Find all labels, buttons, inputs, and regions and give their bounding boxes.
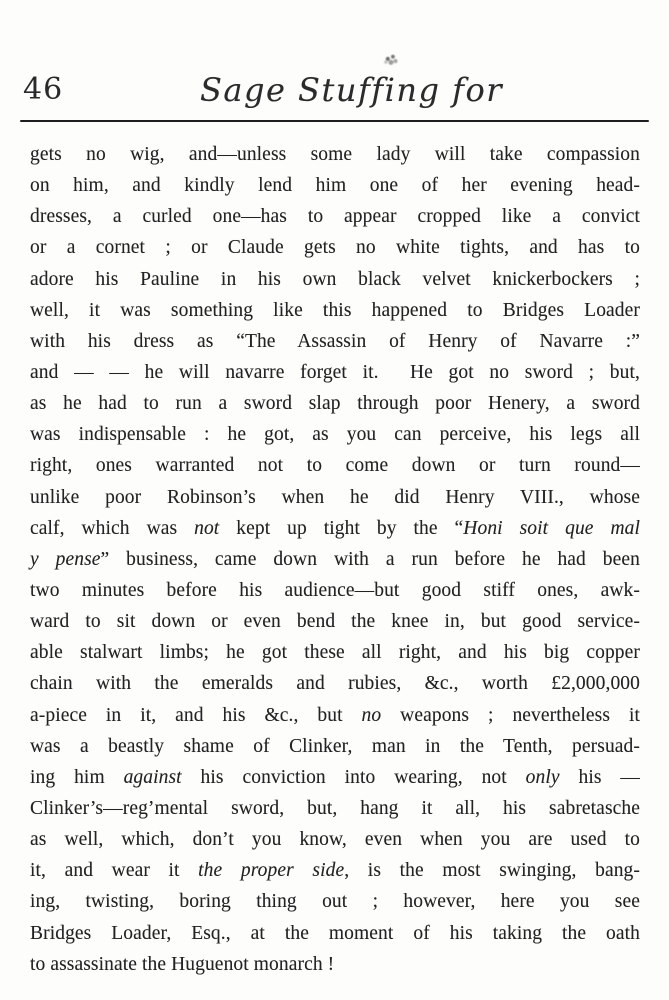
text-run: or a cornet ; or Claude gets no white tights, and has to — [30, 237, 640, 259]
text-line — [30, 513, 640, 544]
ink-smudge — [383, 53, 399, 66]
text-run: adore his Pauline in his own black velvet knickerbockers ; — [30, 268, 640, 290]
page-body-text — [30, 139, 640, 980]
italic-text-run: only — [525, 766, 560, 788]
text-line — [30, 357, 640, 388]
text-run: unlike poor Robinson’s when he did Henry VIII., whose — [30, 486, 640, 508]
header-rule — [20, 120, 649, 122]
text-line — [30, 762, 640, 793]
text-run: was indispensable : he got, as you can perceive, his legs all — [30, 424, 640, 446]
text-run: , is the most swinging, bang- — [344, 860, 640, 882]
text-line — [30, 606, 640, 637]
text-run: with his dress as “The Assassin of Henry of Navarre :” — [30, 330, 640, 352]
text-line — [30, 918, 640, 949]
text-line — [30, 450, 640, 481]
text-line — [30, 232, 640, 263]
text-line — [30, 326, 640, 357]
text-line — [30, 295, 640, 326]
text-run: right, ones warranted not to come down or turn round— — [30, 455, 640, 477]
text-run: as well, which, don’t you know, even when you are used to — [30, 829, 640, 851]
text-run: weapons ; nevertheless it — [381, 704, 640, 726]
text-line — [30, 793, 640, 824]
text-run: able stalwart limbs; he got these all right, and his big copper — [30, 642, 640, 664]
text-run: ward to sit down or even bend the knee in, but good service- — [30, 611, 640, 633]
italic-text-run: the proper side — [198, 860, 345, 882]
text-line — [30, 731, 640, 762]
text-run: a-piece in it, and his &c., but — [30, 704, 362, 726]
text-line — [30, 886, 640, 917]
text-line — [30, 949, 640, 980]
text-run: Bridges Loader, Esq., at the moment of his taking the oath — [30, 922, 640, 944]
text-run: kept up tight by the “ — [219, 517, 464, 539]
text-run: his — — [559, 766, 641, 788]
text-run: chain with the emeralds and rubies, &c., worth £2,000,000 — [30, 673, 640, 695]
text-line — [30, 637, 640, 668]
text-run: well, it was something like this happened to Bridges Loader — [30, 299, 640, 321]
text-line — [30, 388, 640, 419]
text-run: gets no wig, and—unless some lady will take compassion — [30, 144, 640, 165]
text-run: ing, twisting, boring thing out ; however, here you see — [30, 891, 640, 913]
italic-text-run: no — [361, 704, 382, 726]
text-run: two minutes before his audience—but good stiff ones, awk- — [30, 579, 640, 601]
text-run: as he had to run a sword slap through poor Henery, a sword — [30, 393, 640, 415]
italic-text-run: against — [123, 766, 182, 788]
italic-text-run: Honi soit que mal — [463, 517, 641, 539]
text-run: his conviction into wearing, not — [181, 766, 526, 788]
text-run: calf, which was — [30, 517, 195, 539]
text-run: dresses, a curled one—has to appear cropped like a convict — [30, 206, 640, 228]
running-header-title: Sage Stuffing for — [199, 71, 504, 109]
text-run: ing him — [30, 766, 124, 788]
text-run: it, and wear it — [30, 860, 199, 882]
text-line — [30, 575, 640, 606]
text-line — [30, 855, 640, 886]
text-run: to assassinate the Huguenot monarch ! — [30, 953, 335, 975]
page-number: 46 — [23, 72, 64, 107]
text-line — [30, 544, 640, 575]
text-line — [30, 170, 640, 201]
text-run: ” business, came down with a run before he had been — [100, 548, 640, 570]
text-run: was a beastly shame of Clinker, man in the Tenth, persuad- — [30, 735, 640, 757]
text-line — [30, 668, 640, 699]
text-line — [30, 700, 640, 731]
text-line — [30, 824, 640, 855]
text-line — [30, 419, 640, 450]
text-line — [30, 139, 640, 170]
text-run: Clinker’s—reg’mental sword, but, hang it all, his sabretasche — [30, 797, 640, 819]
text-run: and — — he will navarre forget it. He got no sword ; but, — [30, 361, 640, 383]
italic-text-run: not — [194, 517, 220, 539]
text-line — [30, 482, 640, 513]
italic-text-run: y pense — [30, 548, 101, 570]
text-line — [30, 264, 640, 295]
text-run: on him, and kindly lend him one of her evening head- — [30, 175, 640, 197]
text-line — [30, 201, 640, 232]
